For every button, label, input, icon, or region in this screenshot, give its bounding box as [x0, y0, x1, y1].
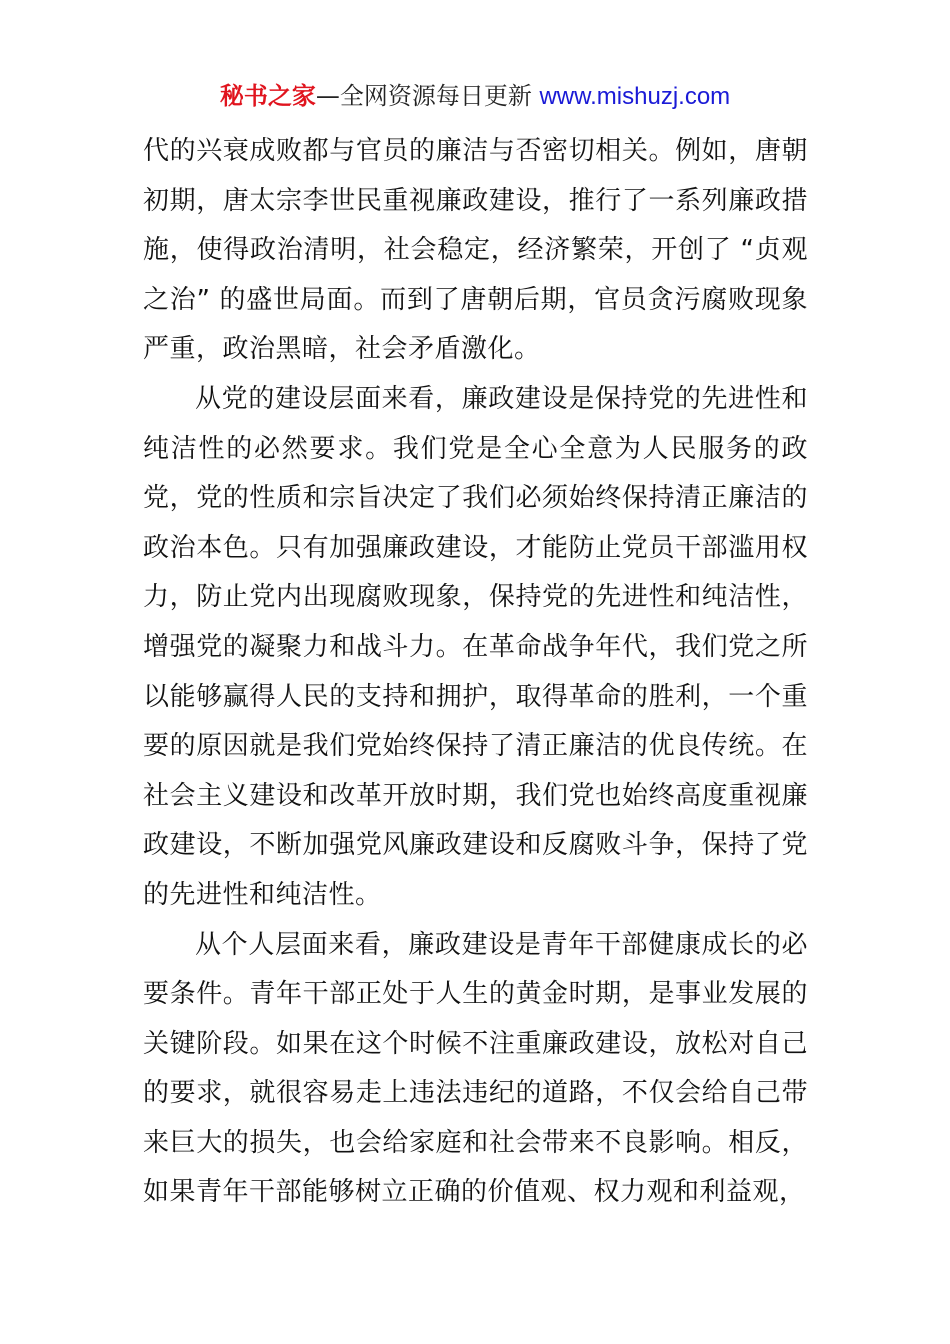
document-body: [143, 127, 808, 1218]
page-header: [0, 80, 950, 113]
paragraph-3: 从个人层面来看，廉政建设是青年干部健康成长的必要条件。青年干部正处于人生的黄金时期，是事业发展的关键阶段。如果在这个时候不注重廉政建设，放松对自己的要求，就很容易走上违法违纪的道路，不仅会给自己带来巨大的损失，也会给家庭和社会带来不良影响。相反，如果青年干部能够树立正确的价值观、权力观和利益观，: [143, 929, 808, 1208]
site-brand: 秘书之家: [219, 82, 316, 110]
paragraph-2: 从党的建设层面来看，廉政建设是保持党的先进性和纯洁性的必然要求。我们党是全心全意为人民服务的政党，党的性质和宗旨决定了我们必须始终保持清正廉洁的政治本色。只有加强廉政建设，才能防止党员干部滥用权力，防止党内出现腐败现象，保持党的先进性和纯洁性，增强党的凝聚力和战斗力。在革命战争年代，我们党之所以能够赢得人民的支持和拥护，取得革命的胜利，一个重要的原因就是我们党始终保持了清正廉洁的优良传统。在社会主义建设和改革开放时期，我们党也始终高度重视廉政建设，不断加强党风廉政建设和反腐败斗争，保持了党的先进性和纯洁性。: [143, 383, 808, 910]
paragraph-1: 代的兴衰成败都与官员的廉洁与否密切相关。例如，唐朝初期，唐太宗李世民重视廉政建设，推行了一系列廉政措施，使得政治清明，社会稳定，经济繁荣，开创了 “贞观之治” 的盛世局面。而到了唐朝后期，官员贪污腐败现象严重，政治黑暗，社会矛盾激化。: [143, 136, 808, 365]
site-tagline: —全网资源每日更新: [315, 82, 540, 110]
site-url[interactable]: www.mishuzj.com: [539, 83, 731, 110]
